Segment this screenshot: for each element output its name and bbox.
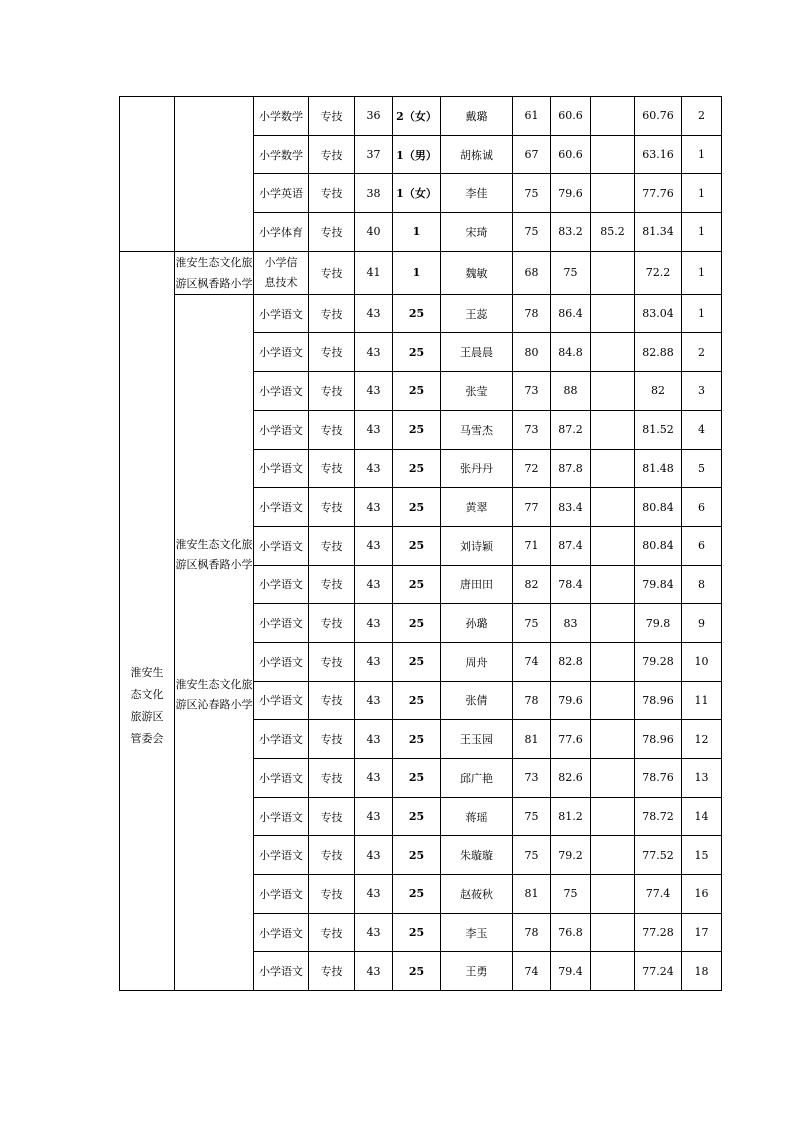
total-score-cell: 63.16 — [635, 135, 682, 174]
type-cell: 专技 — [309, 565, 355, 604]
type-cell: 专技 — [309, 952, 355, 991]
subject-cell: 小学语文 — [254, 294, 309, 333]
type-cell: 专技 — [309, 372, 355, 411]
written-score-cell: 81 — [513, 875, 551, 914]
quota-cell: 25 — [393, 488, 441, 527]
position-code-cell: 38 — [355, 174, 393, 213]
interview-score-cell: 87.2 — [551, 410, 591, 449]
subject-cell: 小学语文 — [254, 488, 309, 527]
subject-cell: 小学语文 — [254, 759, 309, 798]
org-cell-continued — [120, 97, 175, 252]
position-code-cell: 43 — [355, 797, 393, 836]
position-code-cell: 43 — [355, 720, 393, 759]
position-code-cell: 43 — [355, 410, 393, 449]
quota-cell: 25 — [393, 372, 441, 411]
name-cell: 马雪杰 — [441, 410, 513, 449]
type-cell: 专技 — [309, 97, 355, 136]
type-cell: 专技 — [309, 449, 355, 488]
type-cell: 专技 — [309, 797, 355, 836]
practical-score-cell — [591, 720, 635, 759]
written-score-cell: 77 — [513, 488, 551, 527]
position-code-cell: 43 — [355, 681, 393, 720]
school-name-line: 淮安生态文化旅 — [175, 255, 253, 269]
rank-cell: 15 — [682, 836, 722, 875]
written-score-cell: 75 — [513, 836, 551, 875]
position-code-cell: 43 — [355, 875, 393, 914]
interview-score-cell: 86.4 — [551, 294, 591, 333]
quota-cell: 25 — [393, 642, 441, 681]
total-score-cell: 82 — [635, 372, 682, 411]
name-cell: 张倩 — [441, 681, 513, 720]
quota-cell: 25 — [393, 410, 441, 449]
subject-cell: 小学语文 — [254, 681, 309, 720]
position-code-cell: 36 — [355, 97, 393, 136]
position-code-cell: 43 — [355, 759, 393, 798]
type-cell: 专技 — [309, 410, 355, 449]
practical-score-cell: 85.2 — [591, 213, 635, 252]
type-cell: 专技 — [309, 642, 355, 681]
type-cell: 专技 — [309, 333, 355, 372]
rank-cell: 13 — [682, 759, 722, 798]
written-score-cell: 73 — [513, 372, 551, 411]
interview-score-cell: 87.8 — [551, 449, 591, 488]
table-row — [120, 251, 722, 294]
rank-cell: 1 — [682, 213, 722, 252]
position-code-cell: 43 — [355, 526, 393, 565]
practical-score-cell — [591, 294, 635, 333]
written-score-cell: 74 — [513, 642, 551, 681]
practical-score-cell — [591, 875, 635, 914]
table-row — [120, 97, 722, 136]
name-cell: 李玉 — [441, 913, 513, 952]
subject-cell: 小学语文 — [254, 797, 309, 836]
subject-cell: 小学语文 — [254, 526, 309, 565]
total-score-cell: 79.8 — [635, 604, 682, 643]
practical-score-cell — [591, 251, 635, 294]
written-score-cell: 78 — [513, 913, 551, 952]
position-code-cell: 43 — [355, 642, 393, 681]
name-cell: 张丹丹 — [441, 449, 513, 488]
quota-cell: 25 — [393, 294, 441, 333]
practical-score-cell — [591, 913, 635, 952]
subject-cell: 小学语文 — [254, 372, 309, 411]
total-score-cell: 80.84 — [635, 526, 682, 565]
total-score-cell: 77.52 — [635, 836, 682, 875]
practical-score-cell — [591, 952, 635, 991]
name-cell: 魏敏 — [441, 251, 513, 294]
interview-score-cell: 79.4 — [551, 952, 591, 991]
org-name-line: 管委会 — [130, 731, 164, 745]
table-row — [120, 294, 722, 333]
written-score-cell: 75 — [513, 213, 551, 252]
type-cell: 专技 — [309, 135, 355, 174]
quota-cell: 25 — [393, 720, 441, 759]
subject-cell: 小学数学 — [254, 97, 309, 136]
school-name-line: 游区沁春路小学 — [175, 697, 253, 711]
quota-cell: 25 — [393, 565, 441, 604]
position-code-cell: 43 — [355, 604, 393, 643]
subject-cell — [254, 251, 309, 294]
name-cell: 唐田田 — [441, 565, 513, 604]
interview-score-cell: 79.6 — [551, 174, 591, 213]
total-score-cell: 81.52 — [635, 410, 682, 449]
quota-cell: 25 — [393, 526, 441, 565]
interview-score-cell: 88 — [551, 372, 591, 411]
interview-score-cell: 83 — [551, 604, 591, 643]
written-score-cell: 81 — [513, 720, 551, 759]
quota-cell: 25 — [393, 836, 441, 875]
interview-score-cell: 83.4 — [551, 488, 591, 527]
quota-cell: 25 — [393, 333, 441, 372]
org-cell — [120, 251, 175, 990]
position-code-cell: 43 — [355, 372, 393, 411]
rank-cell: 18 — [682, 952, 722, 991]
interview-score-cell: 83.2 — [551, 213, 591, 252]
interview-score-cell: 76.8 — [551, 913, 591, 952]
practical-score-cell — [591, 174, 635, 213]
type-cell: 专技 — [309, 294, 355, 333]
practical-score-cell — [591, 526, 635, 565]
type-cell: 专技 — [309, 604, 355, 643]
subject-cell: 小学语文 — [254, 875, 309, 914]
practical-score-cell — [591, 759, 635, 798]
practical-score-cell — [591, 604, 635, 643]
interview-score-cell: 77.6 — [551, 720, 591, 759]
practical-score-cell — [591, 410, 635, 449]
name-cell: 王勇 — [441, 952, 513, 991]
results-table — [119, 96, 722, 991]
rank-cell: 17 — [682, 913, 722, 952]
rank-cell: 8 — [682, 565, 722, 604]
org-name-line: 淮安生 — [130, 665, 164, 679]
written-score-cell: 75 — [513, 604, 551, 643]
name-cell: 王晨晨 — [441, 333, 513, 372]
name-cell: 李佳 — [441, 174, 513, 213]
interview-score-cell: 60.6 — [551, 135, 591, 174]
position-code-cell: 37 — [355, 135, 393, 174]
rank-cell: 3 — [682, 372, 722, 411]
total-score-cell: 60.76 — [635, 97, 682, 136]
practical-score-cell — [591, 449, 635, 488]
name-cell: 孙璐 — [441, 604, 513, 643]
quota-cell: 1 — [393, 251, 441, 294]
rank-cell: 6 — [682, 488, 722, 527]
name-cell: 张莹 — [441, 372, 513, 411]
name-cell: 邱广艳 — [441, 759, 513, 798]
school-cell — [175, 251, 254, 294]
subject-line: 小学信 — [264, 255, 298, 269]
name-cell: 周舟 — [441, 642, 513, 681]
practical-score-cell — [591, 642, 635, 681]
practical-score-cell — [591, 836, 635, 875]
interview-score-cell: 75 — [551, 251, 591, 294]
position-code-cell: 43 — [355, 565, 393, 604]
type-cell: 专技 — [309, 526, 355, 565]
written-score-cell: 82 — [513, 565, 551, 604]
quota-cell: 1 — [393, 213, 441, 252]
org-name-line: 旅游区 — [130, 709, 164, 723]
name-cell: 宋琦 — [441, 213, 513, 252]
practical-score-cell — [591, 488, 635, 527]
practical-score-cell — [591, 333, 635, 372]
type-cell: 专技 — [309, 213, 355, 252]
subject-cell: 小学语文 — [254, 449, 309, 488]
quota-cell: 25 — [393, 681, 441, 720]
subject-cell: 小学语文 — [254, 720, 309, 759]
subject-cell: 小学数学 — [254, 135, 309, 174]
subject-cell: 小学语文 — [254, 836, 309, 875]
type-cell: 专技 — [309, 759, 355, 798]
position-code-cell: 43 — [355, 488, 393, 527]
interview-score-cell: 60.6 — [551, 97, 591, 136]
quota-cell: 25 — [393, 759, 441, 798]
name-cell: 戴璐 — [441, 97, 513, 136]
written-score-cell: 73 — [513, 410, 551, 449]
practical-score-cell — [591, 797, 635, 836]
rank-cell: 12 — [682, 720, 722, 759]
name-cell: 朱璇璇 — [441, 836, 513, 875]
written-score-cell: 61 — [513, 97, 551, 136]
position-code-cell: 43 — [355, 333, 393, 372]
total-score-cell: 81.48 — [635, 449, 682, 488]
rank-cell: 1 — [682, 135, 722, 174]
subject-cell: 小学英语 — [254, 174, 309, 213]
interview-score-cell: 87.4 — [551, 526, 591, 565]
school-name-line: 淮安生态文化旅 — [175, 537, 253, 551]
position-code-cell: 43 — [355, 294, 393, 333]
interview-score-cell: 79.6 — [551, 681, 591, 720]
subject-cell: 小学语文 — [254, 333, 309, 372]
practical-score-cell — [591, 372, 635, 411]
school-cell-merged — [175, 294, 254, 990]
total-score-cell: 80.84 — [635, 488, 682, 527]
rank-cell: 1 — [682, 294, 722, 333]
subject-cell: 小学语文 — [254, 642, 309, 681]
total-score-cell: 78.76 — [635, 759, 682, 798]
quota-cell: 25 — [393, 797, 441, 836]
total-score-cell: 78.72 — [635, 797, 682, 836]
name-cell: 赵莜秋 — [441, 875, 513, 914]
quota-cell: 25 — [393, 604, 441, 643]
total-score-cell: 77.4 — [635, 875, 682, 914]
type-cell: 专技 — [309, 251, 355, 294]
quota-cell: 1（女） — [393, 174, 441, 213]
written-score-cell: 71 — [513, 526, 551, 565]
written-score-cell: 67 — [513, 135, 551, 174]
interview-score-cell: 78.4 — [551, 565, 591, 604]
subject-cell: 小学语文 — [254, 604, 309, 643]
subject-cell: 小学语文 — [254, 913, 309, 952]
written-score-cell: 68 — [513, 251, 551, 294]
interview-score-cell: 84.8 — [551, 333, 591, 372]
rank-cell: 5 — [682, 449, 722, 488]
name-cell: 胡栋诚 — [441, 135, 513, 174]
name-cell: 王玉园 — [441, 720, 513, 759]
position-code-cell: 43 — [355, 913, 393, 952]
school-label-qinchun — [175, 675, 253, 715]
practical-score-cell — [591, 681, 635, 720]
type-cell: 专技 — [309, 875, 355, 914]
written-score-cell: 72 — [513, 449, 551, 488]
type-cell: 专技 — [309, 488, 355, 527]
total-score-cell: 77.28 — [635, 913, 682, 952]
written-score-cell: 78 — [513, 294, 551, 333]
subject-cell: 小学体育 — [254, 213, 309, 252]
quota-cell: 1（男） — [393, 135, 441, 174]
rank-cell: 10 — [682, 642, 722, 681]
type-cell: 专技 — [309, 836, 355, 875]
rank-cell: 2 — [682, 97, 722, 136]
quota-cell: 25 — [393, 913, 441, 952]
interview-score-cell: 75 — [551, 875, 591, 914]
written-score-cell: 80 — [513, 333, 551, 372]
rank-cell: 4 — [682, 410, 722, 449]
total-score-cell: 83.04 — [635, 294, 682, 333]
total-score-cell: 77.76 — [635, 174, 682, 213]
rank-cell: 9 — [682, 604, 722, 643]
name-cell: 黄翠 — [441, 488, 513, 527]
school-label-fengxiang — [175, 535, 253, 575]
total-score-cell: 79.28 — [635, 642, 682, 681]
name-cell: 刘诗颖 — [441, 526, 513, 565]
rank-cell: 14 — [682, 797, 722, 836]
name-cell: 王蕊 — [441, 294, 513, 333]
rank-cell: 2 — [682, 333, 722, 372]
practical-score-cell — [591, 97, 635, 136]
quota-cell: 25 — [393, 449, 441, 488]
written-score-cell: 75 — [513, 797, 551, 836]
position-code-cell: 43 — [355, 952, 393, 991]
school-name-line: 游区枫香路小学 — [175, 557, 253, 571]
subject-cell: 小学语文 — [254, 565, 309, 604]
total-score-cell: 72.2 — [635, 251, 682, 294]
rank-cell: 16 — [682, 875, 722, 914]
type-cell: 专技 — [309, 720, 355, 759]
total-score-cell: 78.96 — [635, 720, 682, 759]
subject-cell: 小学语文 — [254, 410, 309, 449]
total-score-cell: 79.84 — [635, 565, 682, 604]
written-score-cell: 74 — [513, 952, 551, 991]
written-score-cell: 75 — [513, 174, 551, 213]
school-name-line: 游区枫香路小学 — [175, 276, 253, 290]
interview-score-cell: 82.6 — [551, 759, 591, 798]
quota-cell: 2（女） — [393, 97, 441, 136]
position-code-cell: 43 — [355, 836, 393, 875]
org-name-line: 态文化 — [130, 687, 164, 701]
interview-score-cell: 82.8 — [551, 642, 591, 681]
total-score-cell: 77.24 — [635, 952, 682, 991]
type-cell: 专技 — [309, 681, 355, 720]
position-code-cell: 41 — [355, 251, 393, 294]
name-cell: 蒋瑶 — [441, 797, 513, 836]
written-score-cell: 78 — [513, 681, 551, 720]
type-cell: 专技 — [309, 913, 355, 952]
quota-cell: 25 — [393, 875, 441, 914]
type-cell: 专技 — [309, 174, 355, 213]
total-score-cell: 81.34 — [635, 213, 682, 252]
total-score-cell: 78.96 — [635, 681, 682, 720]
written-score-cell: 73 — [513, 759, 551, 798]
practical-score-cell — [591, 135, 635, 174]
rank-cell: 11 — [682, 681, 722, 720]
subject-line: 息技术 — [264, 275, 298, 289]
position-code-cell: 43 — [355, 449, 393, 488]
total-score-cell: 82.88 — [635, 333, 682, 372]
rank-cell: 6 — [682, 526, 722, 565]
rank-cell: 1 — [682, 174, 722, 213]
interview-score-cell: 81.2 — [551, 797, 591, 836]
rank-cell: 1 — [682, 251, 722, 294]
practical-score-cell — [591, 565, 635, 604]
subject-cell: 小学语文 — [254, 952, 309, 991]
school-cell-continued — [175, 97, 254, 252]
quota-cell: 25 — [393, 952, 441, 991]
position-code-cell: 40 — [355, 213, 393, 252]
interview-score-cell: 79.2 — [551, 836, 591, 875]
school-name-line: 淮安生态文化旅 — [175, 677, 253, 691]
